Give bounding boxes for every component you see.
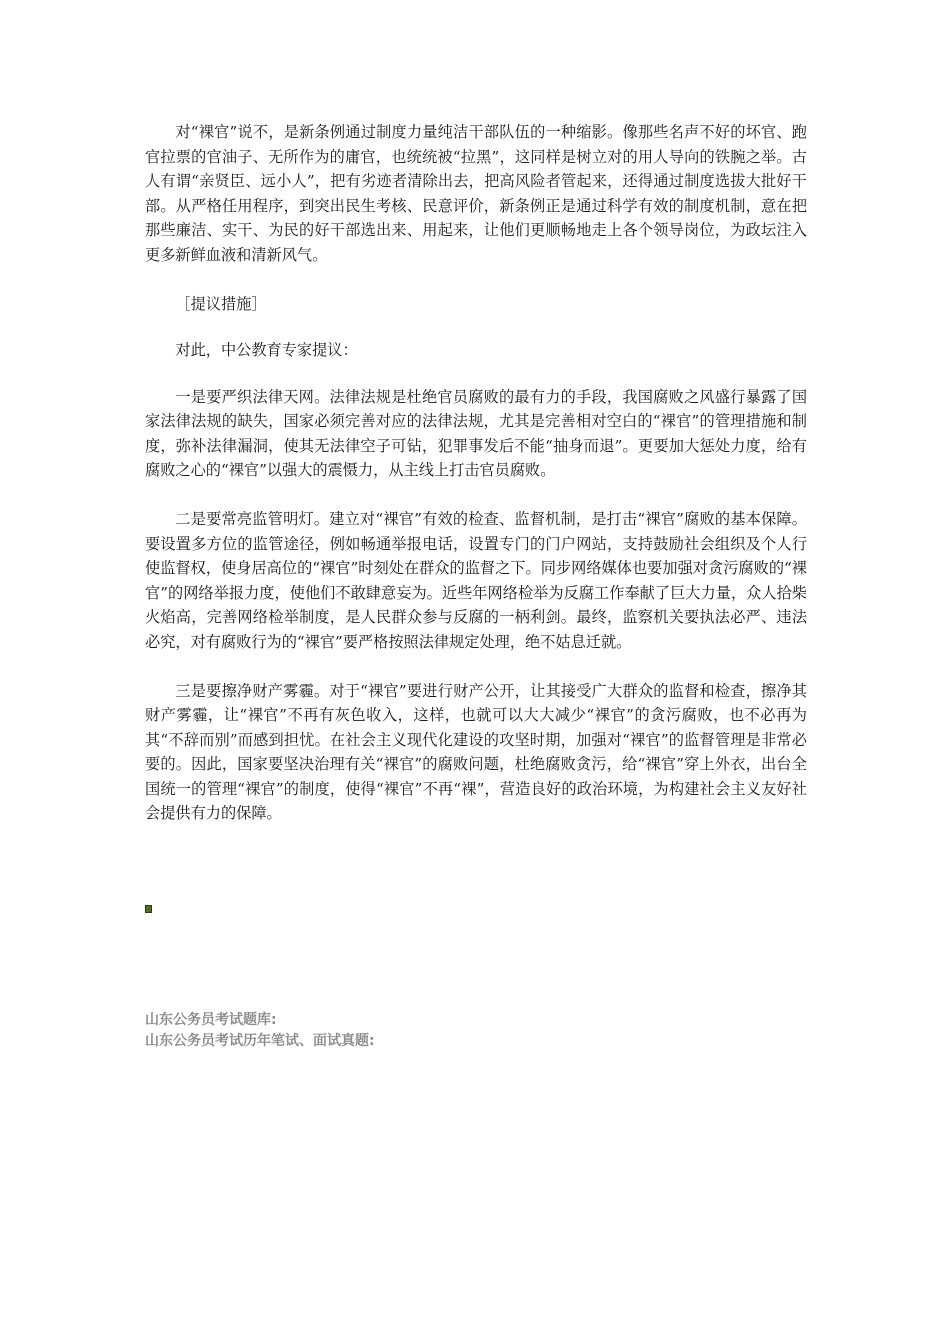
footer-line-past-exams[interactable]: 山东公务员考试历年笔试、面试真题:: [145, 1033, 375, 1049]
paragraph-measure-3: 三是要擦净财产雾霾。对于“裸官”要进行财产公开，让其接受广大群众的监督和检查，擦净其财产雾霾，让“裸官”不再有灰色收入，这样，也就可以大大减少“裸官”的贪污腐败，也不必再为其“不辞而别”而感到担忧。在社会主义现代化建设的攻坚时期，加强对“裸官”的监督管理是非常必要的。因此，国家要坚决治理有关“裸官”的腐败问题，杜绝腐败贪污，给“裸官”穿上外衣，出台全国统一的管理“裸官”的制度，使得“裸官”不再“裸”，营造良好的政治环境，为构建社会主义友好社会提供有力的保障。: [145, 681, 807, 822]
document-body: [145, 120, 807, 850]
paragraph-measure-2: 二是要常亮监管明灯。建立对“裸官”有效的检查、监督机制，是打击“裸官”腐败的基本保障。要设置多方位的监管途径，例如畅通举报电话，设置专门的门户网站，支持鼓励社会组织及个人行使监督权，使身居高位的“裸官”时刻处在群众的监督之下。同步网络媒体也要加强对贪污腐败的“裸官”的网络举报力度，使他们不敢肆意妄为。近些年网络检举为反腐工作奉献了巨大力量，众人拾柴火焰高，完善网络检举制度，是人民群众参与反腐的一柄利剑。最终，监察机关要执法必严、违法必究，对有腐败行为的“裸官”要严格按照法律规定处理，绝不姑息迁就。: [145, 510, 807, 651]
broken-image-icon: [145, 905, 152, 913]
paragraph-measure-1: 一是要严织法律天网。法律法规是杜绝官员腐败的最有力的手段，我国腐败之风盛行暴露了国家法律法规的缺失，国家必须完善对应的法律法规，尤其是完善相对空白的“裸官”的管理措施和制度，弥补法律漏洞，使其无法律空子可钻，犯罪事发后不能“抽身而退”。更要加大惩处力度，给有腐败之心的“裸官”以强大的震慑力，从主线上打击官员腐败。: [145, 387, 807, 479]
paragraph-lead: 对此，中公教育专家提议：: [175, 341, 358, 359]
footer-links: [145, 1010, 375, 1052]
footer-line-question-bank[interactable]: 山东公务员考试题库:: [145, 1012, 277, 1028]
section-heading: ［提议措施］: [175, 294, 267, 313]
paragraph-intro: 对“裸官”说不，是新条例通过制度力量纯洁干部队伍的一种缩影。像那些名声不好的坏官、跑官拉票的官油子、无所作为的庸官，也统统被“拉黑”，这同样是树立对的用人导向的铁腕之举。古人有谓“亲贤臣、远小人”，把有劣迹者清除出去，把高风险者管起来，还得通过制度选拔大批好干部。从严格任用程序，到突出民生考核、民意评价，新条例正是通过科学有效的制度机制，意在把那些廉洁、实干、为民的好干部选出来、用起来，让他们更顺畅地走上各个领导岗位，为政坛注入更多新鲜血液和清新风气。: [145, 123, 807, 264]
